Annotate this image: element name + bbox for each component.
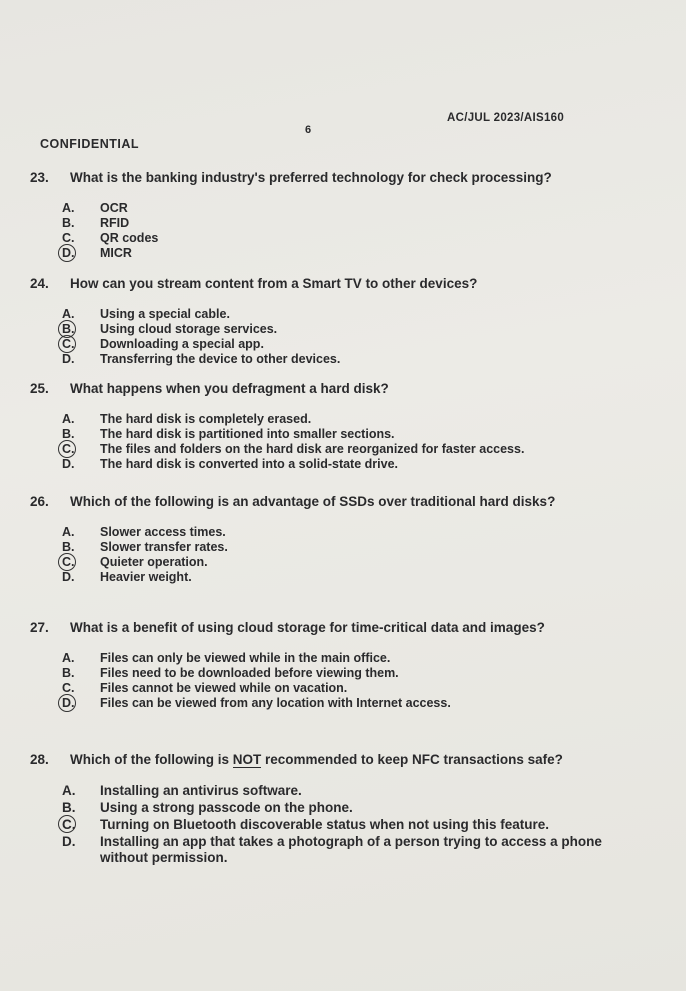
question-text-before: Which of the following is [70,752,229,767]
option-c[interactable] [62,681,670,695]
option-letter: B. [62,666,75,680]
option-d[interactable] [62,457,670,471]
option-text: Heavier weight. [100,570,192,584]
option-d[interactable] [62,696,670,710]
option-letter: A. [62,412,75,426]
question-24 [30,276,670,367]
option-letter: C. [62,337,100,351]
option-b[interactable] [62,800,670,816]
option-letter: B. [62,216,75,230]
option-text: Files cannot be viewed while on vacation. [100,681,348,695]
option-d[interactable] [62,246,670,260]
question-number: 23. [30,170,49,185]
option-list [62,525,670,584]
option-text: The files and folders on the hard disk are reorganized for faster access. [100,442,525,456]
option-letter: B. [62,540,75,554]
option-text: The hard disk is partitioned into smaller sections. [100,427,395,441]
option-c[interactable] [62,442,670,456]
option-list [62,201,670,260]
option-text: QR codes [100,231,159,245]
option-letter: B. [62,800,76,815]
option-c[interactable] [62,555,670,569]
option-letter: D. [62,696,100,710]
option-letter: C. [62,555,100,569]
option-b[interactable] [62,216,670,230]
option-a[interactable] [62,651,670,665]
option-letter: B. [62,427,75,441]
option-text: Using cloud storage services. [100,322,278,336]
option-c[interactable] [62,817,670,833]
option-text: RFID [100,216,130,230]
question-number: 28. [30,752,49,767]
question-text-after: recommended to keep NFC transactions safe? [265,752,563,767]
option-a[interactable] [62,412,670,426]
question-text: What is the banking industry's preferred technology for check processing? [70,170,552,185]
question-text: How can you stream content from a Smart TV to other devices? [70,276,478,291]
page-number: 6 [305,124,312,136]
option-letter: D. [62,834,76,849]
option-text: Files can be viewed from any location with Internet access. [100,696,451,710]
option-list [62,307,670,366]
option-d[interactable] [62,834,670,866]
option-d[interactable] [62,352,670,366]
option-letter: D. [62,246,100,260]
option-text: The hard disk is completely erased. [100,412,312,426]
option-text: Files need to be downloaded before viewing them. [100,666,399,680]
option-text: OCR [100,201,128,215]
option-letter: C. [62,442,100,456]
page-header [0,112,686,152]
option-letter: D. [62,457,75,471]
option-text: Turning on Bluetooth discoverable status when not using this feature. [100,817,550,832]
option-c[interactable] [62,337,670,351]
option-d[interactable] [62,570,670,584]
option-text: Slower transfer rates. [100,540,228,554]
option-letter: A. [62,525,75,539]
option-list [62,412,670,471]
question-text: What happens when you defragment a hard disk? [70,381,389,396]
confidential-label: CONFIDENTIAL [40,137,140,151]
option-text: Using a strong passcode on the phone. [100,800,353,815]
option-text: MICR [100,246,132,260]
option-text: Downloading a special app. [100,337,264,351]
option-text: Transferring the device to other devices. [100,352,341,366]
option-text: Installing an antivirus software. [100,783,302,798]
option-a[interactable] [62,307,670,321]
question-text-emphasis: NOT [232,752,262,767]
question-number: 27. [30,620,49,635]
question-number: 25. [30,381,49,396]
option-letter: A. [62,201,75,215]
question-26 [30,494,670,585]
option-text: Files can only be viewed while in the main office. [100,651,391,665]
option-text: Using a special cable. [100,307,230,321]
option-list [62,783,670,866]
option-list [62,651,670,710]
option-letter: C. [62,231,75,245]
option-a[interactable] [62,201,670,215]
option-a[interactable] [62,783,670,799]
option-b[interactable] [62,666,670,680]
option-b[interactable] [62,540,670,554]
option-c[interactable] [62,231,670,245]
option-letter: C. [62,817,100,833]
option-b[interactable] [62,322,670,336]
question-27 [30,620,670,711]
option-a[interactable] [62,525,670,539]
option-letter: A. [62,307,75,321]
option-letter: A. [62,783,76,798]
option-text: Quieter operation. [100,555,208,569]
option-letter: D. [62,352,75,366]
question-23 [30,170,670,261]
question-number: 26. [30,494,49,509]
option-text: Slower access times. [100,525,226,539]
option-text: Installing an app that takes a photograph of a person trying to access a phone without permission. [100,834,602,865]
question-25 [30,381,670,472]
exam-code: AC/JUL 2023/AIS160 [447,112,565,124]
option-letter: A. [62,651,75,665]
question-text: What is a benefit of using cloud storage for time-critical data and images? [70,620,545,635]
question-28 [30,752,670,867]
option-letter: D. [62,570,75,584]
option-text: The hard disk is converted into a solid-state drive. [100,457,398,471]
question-text: Which of the following is an advantage of SSDs over traditional hard disks? [70,494,556,509]
option-letter: C. [62,681,75,695]
option-letter: B. [62,322,100,336]
question-number: 24. [30,276,49,291]
option-b[interactable] [62,427,670,441]
